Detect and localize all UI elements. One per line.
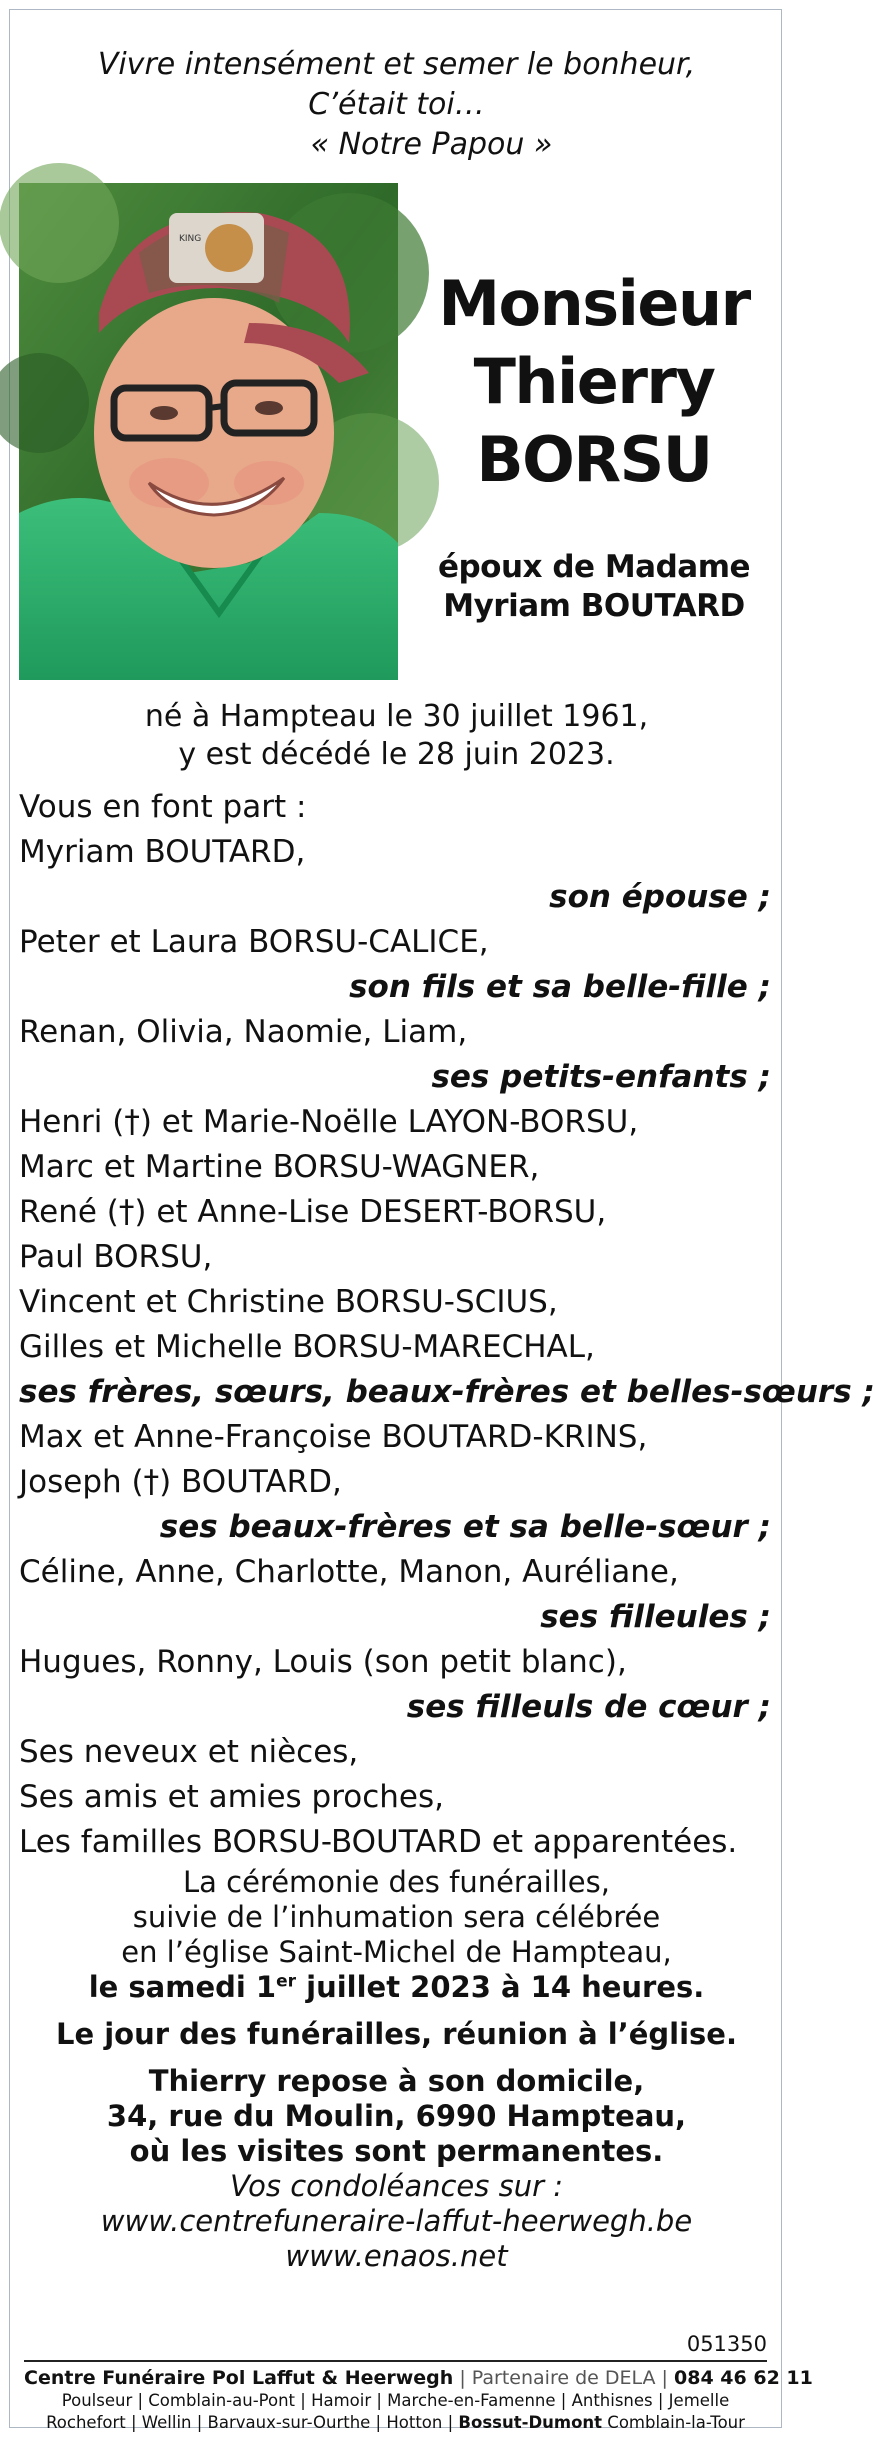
family-closing: Ses amis et amies proches, xyxy=(19,1779,445,1815)
deceased-title: Monsieur xyxy=(438,267,750,340)
meeting-info: Le jour des funérailles, réunion à l’église. xyxy=(56,2017,737,2051)
deceased-last-name: BORSU xyxy=(476,423,712,496)
footer-towns-2: Rochefort | Wellin | Barvaux-sur-Ourthe | Hotton | xyxy=(46,2413,459,2432)
family-name: Henri (†) et Marie-Noëlle LAYON-BORSU, xyxy=(19,1104,639,1140)
ceremony-date-ordinal: er xyxy=(276,1971,297,1992)
birth-death-info xyxy=(10,698,783,774)
family-relation: ses frères, sœurs, beaux-frères et belles-sœurs ; xyxy=(19,1374,875,1410)
family-name: Gilles et Michelle BORSU-MARECHAL, xyxy=(19,1329,595,1365)
family-name: Hugues, Ronny, Louis (son petit blanc), xyxy=(19,1644,627,1680)
family-name: Joseph (†) BOUTARD, xyxy=(19,1464,342,1500)
spouse-line-2: Myriam BOUTARD xyxy=(443,588,745,624)
family-relation: ses petits-enfants ; xyxy=(431,1059,771,1095)
rest-line-2: 34, rue du Moulin, 6990 Hampteau, xyxy=(106,2099,687,2133)
family-closing: Ses neveux et nièces, xyxy=(19,1734,359,1770)
deceased-name xyxy=(405,265,783,499)
motto-line-1: Vivre intensément et semer le bonheur, xyxy=(97,47,696,82)
ceremony-date-day: le samedi 1 xyxy=(88,1970,277,2004)
motto-line-3: « Notre Papou » xyxy=(310,127,553,162)
funeral-home-footer xyxy=(24,2360,813,2434)
family-relation: ses filleuls de cœur ; xyxy=(406,1689,771,1725)
footer-line-3 xyxy=(24,2412,767,2434)
family-relation: ses beaux-frères et sa belle-sœur ; xyxy=(159,1509,771,1545)
portrait-photo xyxy=(19,183,398,680)
family-relation: ses filleules ; xyxy=(540,1599,771,1635)
family-intro: Vous en font part : xyxy=(19,789,307,825)
ceremony-line-1: La cérémonie des funérailles, xyxy=(183,1865,610,1899)
phone-number: 084 46 62 11 xyxy=(674,2367,813,2389)
motto-line-2: C’était toi… xyxy=(308,87,485,122)
ceremony-line-2: suivie de l’inhumation sera célébrée xyxy=(132,1900,661,1934)
family-name: Vincent et Christine BORSU-SCIUS, xyxy=(19,1284,558,1320)
family-name: Renan, Olivia, Naomie, Liam, xyxy=(19,1014,468,1050)
obituary-notice xyxy=(9,9,875,2432)
footer-towns-1: Poulseur | Comblain-au-Pont | Hamoir | Marche-en-Famenne | Anthisnes | Jemelle xyxy=(61,2391,730,2410)
birth-line: né à Hampteau le 30 juillet 1961, xyxy=(144,699,649,734)
website-link-2[interactable]: www.enaos.net xyxy=(285,2239,508,2273)
motto xyxy=(10,45,783,165)
family-closing: Les familles BORSU-BOUTARD et apparentées. xyxy=(19,1824,738,1860)
death-line: y est décédé le 28 juin 2023. xyxy=(178,737,615,772)
spouse-line-1: époux de Madame xyxy=(437,549,751,585)
ceremony-date-rest: juillet 2023 à 14 heures. xyxy=(296,1970,705,2004)
cap-patch-text: KING xyxy=(179,234,202,244)
family-name: Marc et Martine BORSU-WAGNER, xyxy=(19,1149,540,1185)
footer-town-last: Comblain-la-Tour xyxy=(602,2413,745,2432)
ceremony-line-3: en l’église Saint-Michel de Hampteau, xyxy=(121,1935,672,1969)
family-name: Myriam BOUTARD, xyxy=(19,834,306,870)
footer-brand: Bossut-Dumont xyxy=(458,2413,603,2432)
ceremony-info xyxy=(10,1865,783,2274)
deceased-first-name: Thierry xyxy=(473,345,715,418)
family-relation: son épouse ; xyxy=(549,879,771,915)
family-relation: son fils et sa belle-fille ; xyxy=(349,969,771,1005)
family-name: Céline, Anne, Charlotte, Manon, Auréliane, xyxy=(19,1554,679,1590)
ceremony-date xyxy=(10,1970,783,2005)
website-link-1[interactable]: www.centrefuneraire-laffut-heerwegh.be xyxy=(100,2204,693,2238)
family-name: René (†) et Anne-Lise DESERT-BORSU, xyxy=(19,1194,607,1230)
footer-line-1 xyxy=(24,2366,813,2390)
funeral-home-name: Centre Funéraire Pol Laffut & Heerwegh xyxy=(24,2367,454,2389)
rest-line-1: Thierry repose à son domicile, xyxy=(148,2064,645,2098)
partner-text: | Partenaire de DELA | xyxy=(453,2367,675,2389)
portrait-illustration xyxy=(19,183,398,680)
family-list xyxy=(19,785,875,1865)
condolences-label: Vos condoléances sur : xyxy=(230,2169,563,2203)
rest-line-3: où les visites sont permanentes. xyxy=(129,2134,664,2168)
spouse-info xyxy=(405,548,783,626)
family-name: Peter et Laura BORSU-CALICE, xyxy=(19,924,489,960)
family-name: Paul BORSU, xyxy=(19,1239,213,1275)
reference-number: 051350 xyxy=(686,2332,767,2356)
family-name: Max et Anne-Françoise BOUTARD-KRINS, xyxy=(19,1419,648,1455)
